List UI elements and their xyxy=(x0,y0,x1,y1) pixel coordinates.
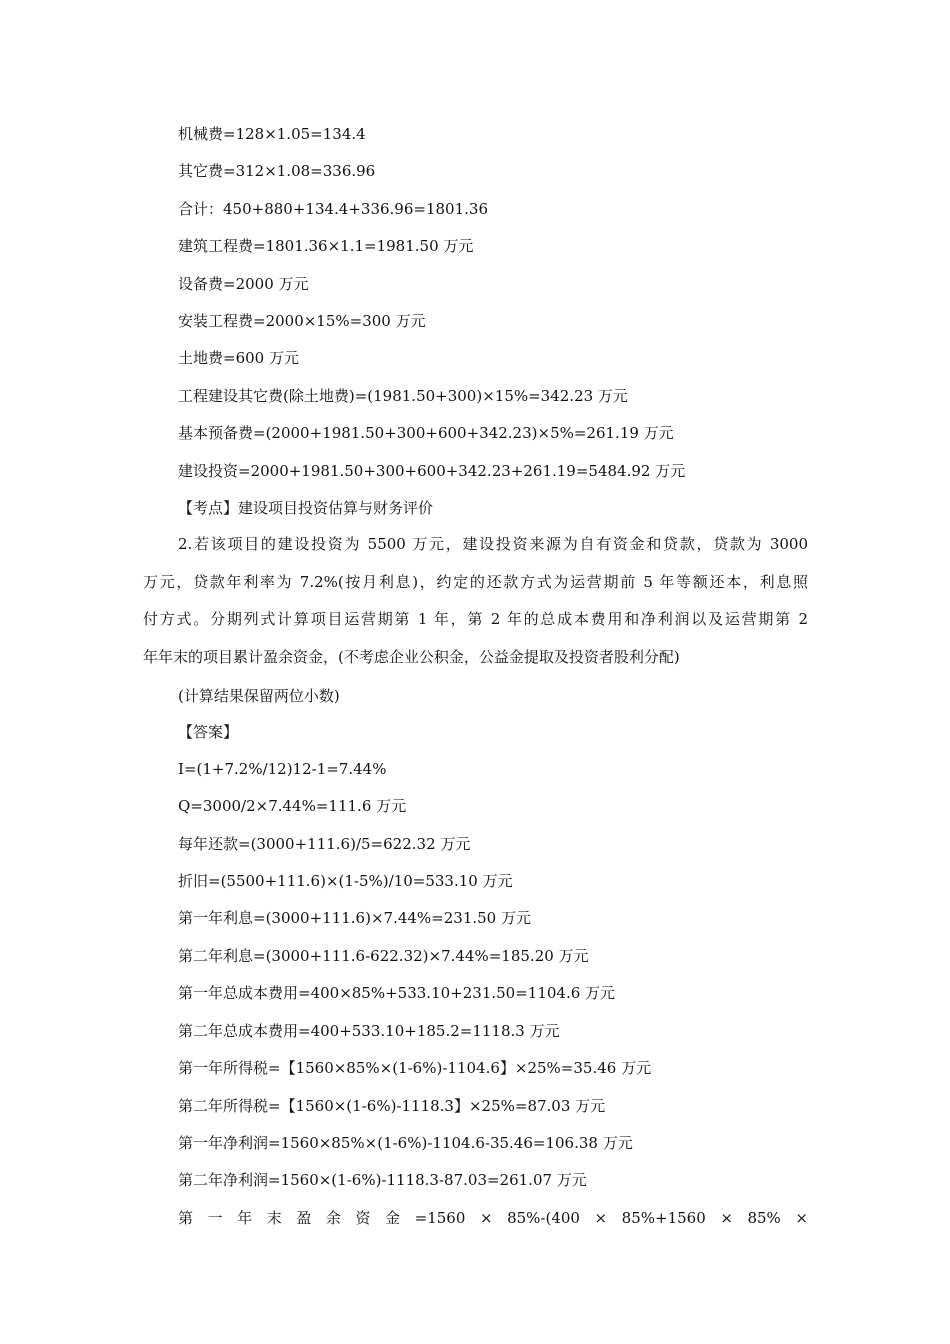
text-line: 第一年净利润=1560×85%×(1-6%)-1104.6-35.46=106.38 万元 xyxy=(178,1134,633,1152)
text-line: 设备费=2000 万元 xyxy=(178,275,309,293)
text-line: 基本预备费=(2000+1981.50+300+600+342.23)×5%=261.19 万元 xyxy=(178,424,674,442)
text-token: 余 xyxy=(325,1209,341,1227)
text-line: 工程建设其它费(除土地费)=(1981.50+300)×15%=342.23 万元 xyxy=(178,387,628,405)
text-line: 建筑工程费=1801.36×1.1=1981.50 万元 xyxy=(178,237,474,255)
text-line: Q=3000/2×7.44%=111.6 万元 xyxy=(178,797,407,815)
text-line: 第一年所得税=【1560×85%×(1-6%)-1104.6】×25%=35.46 万元 xyxy=(178,1059,652,1077)
text-token: 资 xyxy=(355,1209,371,1227)
text-token: 年 xyxy=(237,1209,253,1227)
question-row: 年年末的项目累计盈余资金，(不考虑企业公积金，公益金提取及投资者股利分配) xyxy=(143,647,680,666)
text-line: 折旧=(5500+111.6)×(1-5%)/10=533.10 万元 xyxy=(178,872,513,890)
section-heading: 【考点】建设项目投资估算与财务评价 xyxy=(178,499,434,517)
text-line: I=(1+7.2%/12)12-1=7.44% xyxy=(178,760,387,778)
text-token: 85% xyxy=(747,1209,781,1227)
text-line: 合计：450+880+134.4+336.96=1801.36 xyxy=(178,200,488,218)
question-row: 付方式。分期列式计算项目运营期第 1 年，第 2 年的总成本费用和净利润以及运营期第 2 xyxy=(143,610,808,628)
text-token: × xyxy=(720,1209,733,1227)
text-line: 第一年总成本费用=400×85%+533.10+231.50=1104.6 万元 xyxy=(178,984,616,1002)
text-token: 85%+1560 xyxy=(621,1209,706,1227)
text-token: 85%-(400 xyxy=(507,1209,580,1227)
answer-heading: 【答案】 xyxy=(178,723,239,741)
text-token: × xyxy=(594,1209,608,1227)
question-paragraph xyxy=(143,526,808,676)
spread-text-line xyxy=(178,1208,808,1228)
text-line: 每年还款=(3000+111.6)/5=622.32 万元 xyxy=(178,835,471,853)
text-token: × xyxy=(479,1209,493,1227)
text-line: 第二年所得税=【1560×(1-6%)-1118.3】×25%=87.03 万元 xyxy=(178,1097,606,1115)
text-line: 安装工程费=2000×15%=300 万元 xyxy=(178,312,426,330)
text-token: 末 xyxy=(266,1209,282,1227)
text-line: 第二年净利润=1560×(1-6%)-1118.3-87.03=261.07 万元 xyxy=(178,1171,587,1189)
text-token: =1560 xyxy=(414,1209,466,1227)
text-line: 第二年总成本费用=400+533.10+185.2=1118.3 万元 xyxy=(178,1022,560,1040)
text-token: 金 xyxy=(385,1209,401,1227)
note-line: (计算结果保留两位小数) xyxy=(178,687,340,705)
question-row: 万元，贷款年利率为 7.2%(按月利息)，约定的还款方式为运营期前 5 年等额还本，利息照 xyxy=(143,572,808,591)
text-line: 建设投资=2000+1981.50+300+600+342.23+261.19=5484.92 万元 xyxy=(178,462,686,480)
text-line: 机械费=128×1.05=134.4 xyxy=(178,125,366,143)
text-line: 其它费=312×1.08=336.96 xyxy=(178,162,376,180)
text-token: 第 xyxy=(178,1209,194,1227)
question-row: 2.若该项目的建设投资为 5500 万元，建设投资来源为自有资金和贷款，贷款为 3000 xyxy=(178,535,808,553)
text-line: 第一年利息=(3000+111.6)×7.44%=231.50 万元 xyxy=(178,909,531,927)
text-line: 第二年利息=(3000+111.6-622.32)×7.44%=185.20 万元 xyxy=(178,947,589,965)
text-token: × xyxy=(795,1209,808,1227)
text-token: 盈 xyxy=(296,1209,312,1227)
text-token: 一 xyxy=(207,1209,223,1227)
text-line: 土地费=600 万元 xyxy=(178,349,299,367)
